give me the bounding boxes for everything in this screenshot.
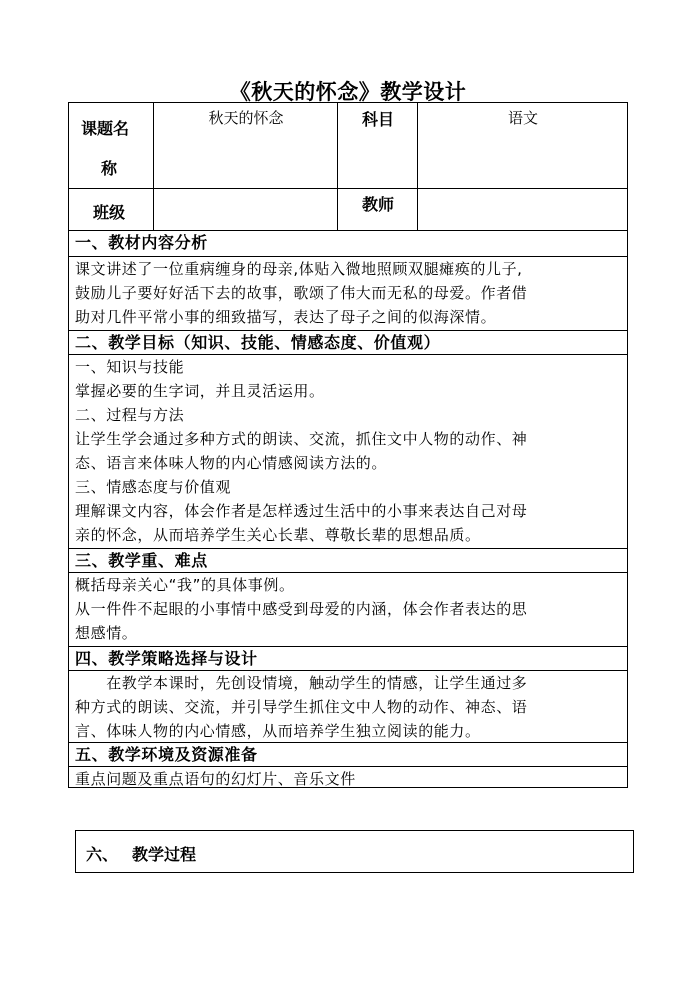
class-row [69,188,627,230]
topic-label-cell [69,103,153,188]
topic-value: 秋天的怀念 [208,109,284,127]
content-line: 掌握必要的生字词，并且灵活运用。 [75,382,325,400]
content-line: 三、情感态度与价值观 [75,478,232,496]
teaching-process-box [75,830,634,873]
teacher-label: 教师 [361,195,394,214]
topic-label-line1: 课题名 [81,119,130,138]
content-line: 鼓励儿子要好好活下去的故事，歌颂了伟大而无私的母爱。作者借 [75,284,528,302]
section-heading: 三、教学重、难点 [69,548,627,572]
section-content [69,572,627,646]
class-label-cell [69,189,153,230]
section-heading: 四、教学策略选择与设计 [69,646,627,670]
section-content [69,256,627,330]
content-line: 种方式的朗读、交流，并引导学生抓住文中人物的动作、神态、语 [75,698,528,716]
content-line: 让学生学会通过多种方式的朗读、交流，抓住文中人物的动作、神 [75,430,528,448]
section-number: 六、 [86,845,119,864]
content-line: 想感情。 [75,624,138,642]
section-heading: 一、教材内容分析 [69,230,627,256]
section-heading: 五、教学环境及资源准备 [69,742,627,766]
section-content [69,670,627,742]
lesson-plan-table [68,102,628,788]
content-line: 二、过程与方法 [75,406,185,424]
subject-label-cell [337,103,417,188]
content-line: 助对几件平常小事的细致描写，表达了母子之间的似海深情。 [75,308,497,326]
content-line: 概括母亲关心“我”的具体事例。 [75,576,295,594]
content-line: 从一件件不起眼的小事情中感受到母爱的内涵，体会作者表达的思 [75,600,528,618]
topic-row [69,103,627,188]
content-line: 课文讲述了一位重病缠身的母亲,体贴入微地照顾双腿瘫痪的儿子, [75,260,523,278]
topic-label-line2: 称 [101,159,118,178]
subject-value: 语文 [507,109,538,127]
content-line: 重点问题及重点语句的幻灯片、音乐文件 [75,770,356,788]
content-line: 理解课文内容，体会作者是怎样透过生活中的小事来表达自己对母 [75,502,528,520]
class-label: 班级 [93,203,126,222]
subject-label: 科目 [361,110,394,129]
section-label: 教学过程 [132,845,197,864]
topic-value-cell [153,103,337,188]
content-line: 言、体味人物的内心情感，从而培养学生独立阅读的能力。 [75,722,481,740]
teacher-value-cell [417,189,627,230]
content-line: 态、语言来体味人物的内心情感阅读方法的。 [75,454,388,472]
class-value-cell [153,189,337,230]
page-title: 《秋天的怀念》教学设计 [229,80,467,104]
subject-value-cell [417,103,627,188]
teacher-label-cell [337,189,417,230]
content-line: 一、知识与技能 [75,358,185,376]
content-line: 在教学本课时，先创设情境，触动学生的情感，让学生通过多 [75,674,528,692]
section-content [69,354,627,548]
section-content [69,766,627,787]
content-line: 亲的怀念，从而培养学生关心长辈、尊敬长辈的思想品质。 [75,526,481,544]
section-heading: 二、教学目标（知识、技能、情感态度、价值观） [69,330,627,354]
